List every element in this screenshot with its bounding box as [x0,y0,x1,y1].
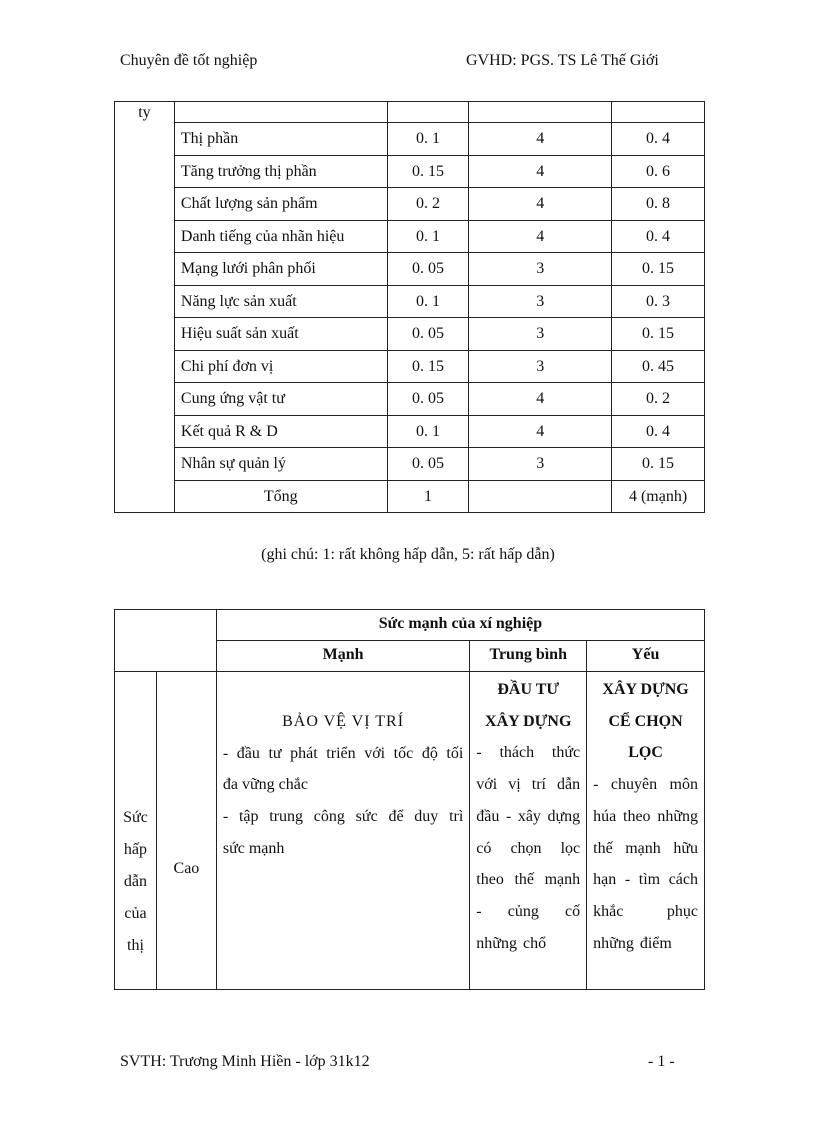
medium-strategy-cell [470,672,587,990]
factor-name: Hiệu suất sản xuất [174,318,387,351]
strong-strategy-cell [216,672,469,990]
row-label-market-attractiveness [115,672,157,990]
factor-score: 4 [469,155,612,188]
total-label: Tổng [174,480,387,513]
factor-name: Chất lượng sản phẩm [174,188,387,221]
medium-strategy-body: - thách thức với vị trí dẫn đầu - xây dựng có chọn lọc theo thế mạnh - củng cố những chổ [476,744,581,952]
factor-score: 4 [469,383,612,416]
weak-strategy-heading: XÂY DỰNG [602,681,689,698]
table-row [115,285,705,318]
factor-score: 3 [469,285,612,318]
factor-score: 3 [469,350,612,383]
factor-weight: 0. 1 [387,220,469,253]
weak-strategy-body: - chuyên môn húa theo những thế mạnh hữu hạn - tìm cách khắc phục những điểm [593,776,698,952]
table-row [115,350,705,383]
table-row [115,253,705,286]
table-note: (ghi chú: 1: rất không hấp dẫn, 5: rất hấp dẫn) [261,546,555,563]
matrix-title: Sức mạnh của xí nghiệp [216,610,704,641]
factor-weight: 0. 15 [387,350,469,383]
strong-strategy-line: sức mạnh [222,839,285,857]
factor-score: 3 [469,318,612,351]
total-score [469,480,612,513]
header-right: GVHD: PGS. TS Lê Thế Giới [466,52,659,69]
factor-score: 3 [469,253,612,286]
level-cell [156,672,216,990]
factor-name: Kết quả R & D [174,415,387,448]
factor-score: 4 [469,220,612,253]
strong-strategy-line: - đầu tư phát triển với tốc độ tối [222,744,464,762]
factor-weight: 0. 15 [387,155,469,188]
empty-cell [469,102,612,123]
strong-strategy-line: - tập trung công sức để duy trì [222,808,464,826]
factor-weight: 0. 1 [387,415,469,448]
strong-strategy-line: đa vững chắc [222,776,308,794]
column-medium: Trung bình [470,641,587,672]
factor-name: Tăng trưởng thị phần [174,155,387,188]
total-result: 4 (mạnh) [612,480,705,513]
factor-name: Năng lực sản xuất [174,285,387,318]
weak-strategy-heading: CỂ CHỌN [608,712,683,730]
row-label-line: của [124,905,147,922]
table-row [115,188,705,221]
footer-page-number: - 1 - [648,1053,675,1070]
factor-result: 0. 8 [612,188,705,221]
column-weak: Yếu [587,641,705,672]
table-row [115,318,705,351]
medium-strategy-heading: XÂY DỰNG [485,712,572,730]
factor-result: 0. 15 [612,318,705,351]
factor-weight: 0. 05 [387,383,469,416]
factor-name: Danh tiếng của nhãn hiệu [174,220,387,253]
factor-result: 0. 3 [612,285,705,318]
criterion-group-cell: ty [115,102,175,513]
matrix-corner-cell [115,610,217,672]
medium-strategy-heading: ĐẦU TƯ [497,681,560,698]
empty-cell [612,102,705,123]
factor-result: 0. 6 [612,155,705,188]
table-row [115,123,705,156]
factor-result: 0. 45 [612,350,705,383]
factor-name: Mạng lưới phân phối [174,253,387,286]
factor-score: 3 [469,448,612,481]
factor-result: 0. 15 [612,448,705,481]
row-label-line: dẫn [123,873,148,890]
factor-result: 0. 4 [612,123,705,156]
row-label-line: hấp [123,841,148,858]
table-row [115,383,705,416]
strategy-matrix-table [114,609,705,990]
factor-weight: 0. 2 [387,188,469,221]
table-row [115,102,705,123]
strength-evaluation-table [114,101,705,513]
total-row [115,480,705,513]
row-label-line: Sức [123,809,148,826]
table-row [115,155,705,188]
level-label: Cao [173,860,200,877]
footer-left: SVTH: Trương Minh Hiền - lớp 31k12 [120,1053,370,1070]
total-weight: 1 [387,480,469,513]
header-left: Chuyên đề tốt nghiệp [120,52,258,69]
row-label-line: thị [127,937,144,954]
factor-score: 4 [469,188,612,221]
factor-weight: 0. 05 [387,448,469,481]
weak-strategy-heading: LỌC [628,744,663,762]
table-row [115,448,705,481]
empty-cell [387,102,469,123]
strong-strategy-heading: BẢO VỆ VỊ TRÍ [282,713,405,730]
factor-score: 4 [469,415,612,448]
table-row [115,415,705,448]
factor-name: Thị phần [174,123,387,156]
factor-score: 4 [469,123,612,156]
factor-result: 0. 2 [612,383,705,416]
factor-result: 0. 4 [612,220,705,253]
factor-name: Chi phí đơn vị [174,350,387,383]
factor-result: 0. 15 [612,253,705,286]
column-strong: Mạnh [216,641,469,672]
factor-result: 0. 4 [612,415,705,448]
factor-weight: 0. 1 [387,285,469,318]
factor-name: Nhân sự quản lý [174,448,387,481]
factor-weight: 0. 05 [387,253,469,286]
table-row [115,220,705,253]
factor-weight: 0. 05 [387,318,469,351]
weak-strategy-cell [587,672,705,990]
factor-weight: 0. 1 [387,123,469,156]
empty-cell [174,102,387,123]
factor-name: Cung ứng vật tư [174,383,387,416]
